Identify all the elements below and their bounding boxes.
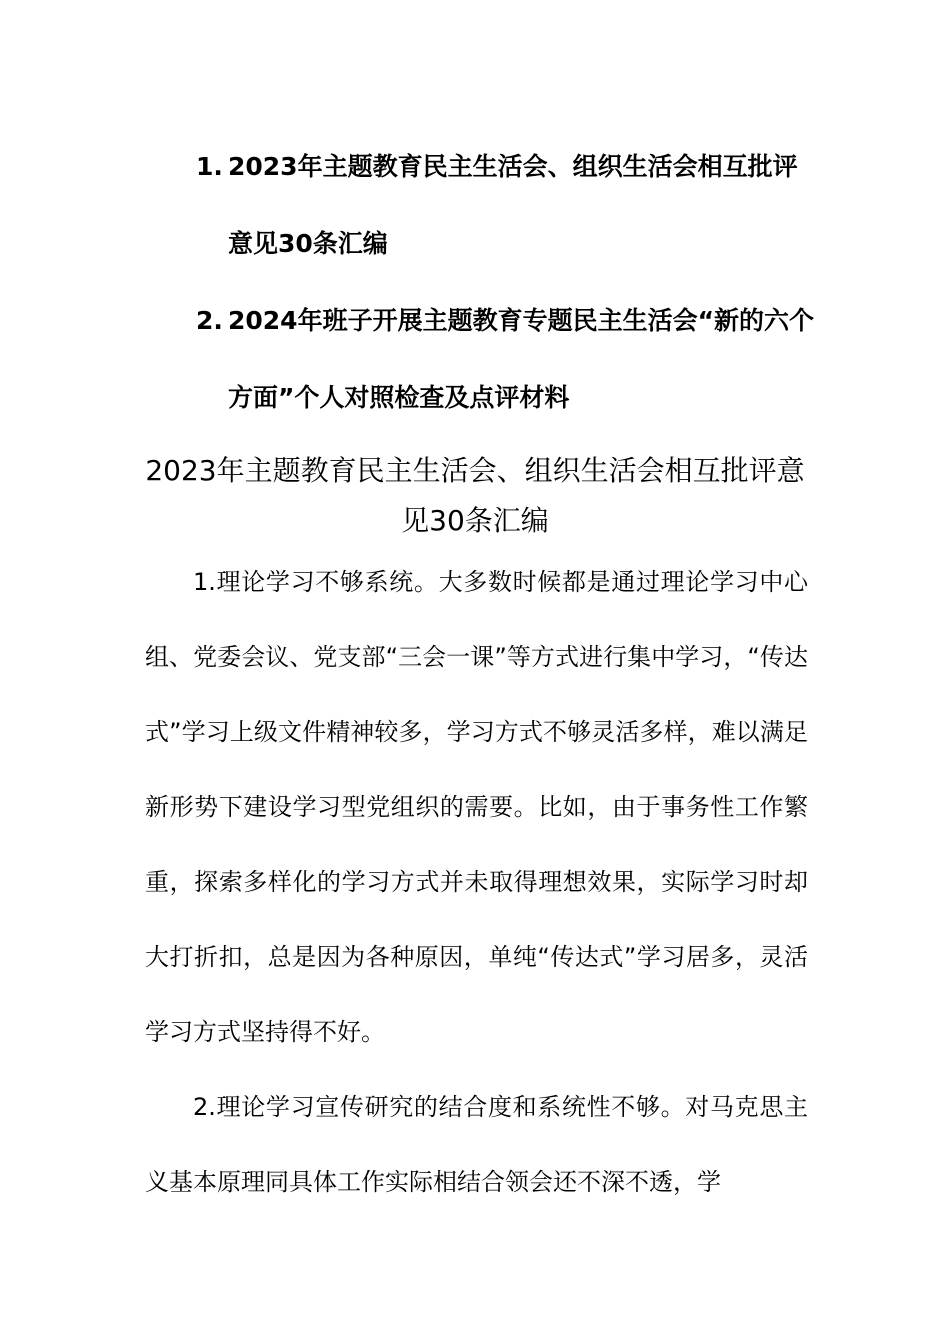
toc-item-text: 2023年主题教育民主生活会、组织生活会相互批评意见30条汇编	[228, 152, 798, 258]
document-title: 2023年主题教育民主生活会、组织生活会相互批评意见30条汇编	[145, 454, 805, 537]
toc-item-text: 2024年班子开展主题教育专题民主生活会“新的六个方面”个人对照检查及点评材料	[228, 306, 815, 412]
body-paragraph: 1.理论学习不够系统。大多数时候都是通过理论学习中心组、党委会议、党支部“三会一课”等方式进行集中学习，“传达式”学习上级文件精神较多，学习方式不够灵活多样，难以满足新形势下建设学习型党组织的需要。比如，由于事务性工作繁重，探索多样化的学习方式并未取得理想效果，实际学习时却大打折扣，总是因为各种原因，单纯“传达式”学习居多，灵活学习方式坚持得不好。	[145, 568, 808, 1046]
body-paragraph: 2.理论学习宣传研究的结合度和系统性不够。对马克思主义基本原理同具体工作实际相结合领会还不深不透，学	[145, 1093, 808, 1196]
toc-item-number: 2.	[196, 306, 223, 335]
document-body	[145, 545, 808, 1220]
toc-item	[196, 128, 816, 282]
table-of-contents	[196, 128, 816, 436]
toc-item-number: 1.	[196, 152, 223, 181]
toc-item	[196, 282, 816, 436]
